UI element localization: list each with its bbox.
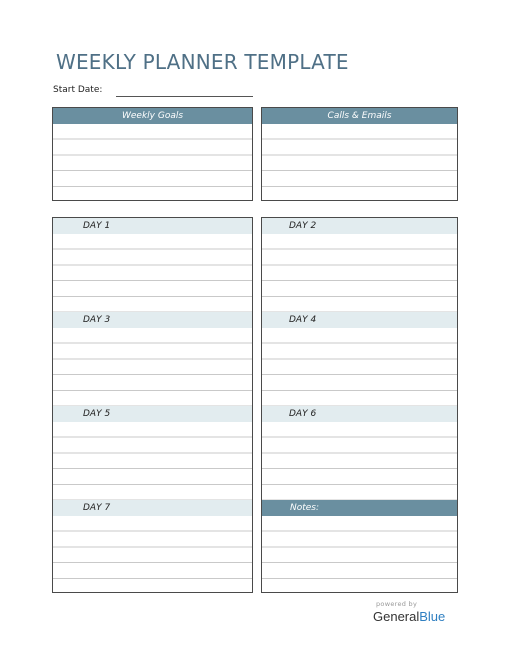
calls-emails-box	[261, 107, 458, 201]
right-days-box	[261, 217, 458, 593]
day-6-lines[interactable]	[262, 422, 457, 500]
powered-by-text: powered by	[376, 600, 418, 608]
start-date-field[interactable]	[116, 96, 253, 97]
day-2-lines[interactable]	[262, 234, 457, 312]
calls-emails-lines[interactable]	[262, 124, 457, 200]
brand-blue-text: Blue	[419, 609, 446, 624]
notes-header: Notes:	[262, 500, 457, 516]
start-date-label: Start Date:	[53, 85, 103, 95]
day-1-header: DAY 1	[53, 218, 252, 234]
day-2-header: DAY 2	[262, 218, 457, 234]
day-4-section	[262, 312, 457, 406]
day-5-header: DAY 5	[53, 406, 252, 422]
brand-general-text: General	[373, 609, 420, 624]
page-title: WEEKLY PLANNER TEMPLATE	[56, 50, 349, 74]
day-5-lines[interactable]	[53, 422, 252, 500]
day-3-lines[interactable]	[53, 328, 252, 406]
day-6-header: DAY 6	[262, 406, 457, 422]
left-days-box	[52, 217, 253, 593]
weekly-goals-lines[interactable]	[53, 124, 252, 200]
day-3-header: DAY 3	[53, 312, 252, 328]
generalblue-logo	[373, 609, 445, 624]
weekly-goals-box	[52, 107, 253, 201]
notes-section	[262, 500, 457, 592]
day-4-header: DAY 4	[262, 312, 457, 328]
calls-emails-header: Calls & Emails	[262, 108, 457, 124]
day-7-section	[53, 500, 252, 592]
day-4-lines[interactable]	[262, 328, 457, 406]
weekly-goals-header: Weekly Goals	[53, 108, 252, 124]
day-1-section	[53, 218, 252, 312]
day-7-header: DAY 7	[53, 500, 252, 516]
day-6-section	[262, 406, 457, 500]
day-1-lines[interactable]	[53, 234, 252, 312]
day-7-lines[interactable]	[53, 516, 252, 592]
notes-lines[interactable]	[262, 516, 457, 592]
day-5-section	[53, 406, 252, 500]
day-3-section	[53, 312, 252, 406]
day-2-section	[262, 218, 457, 312]
